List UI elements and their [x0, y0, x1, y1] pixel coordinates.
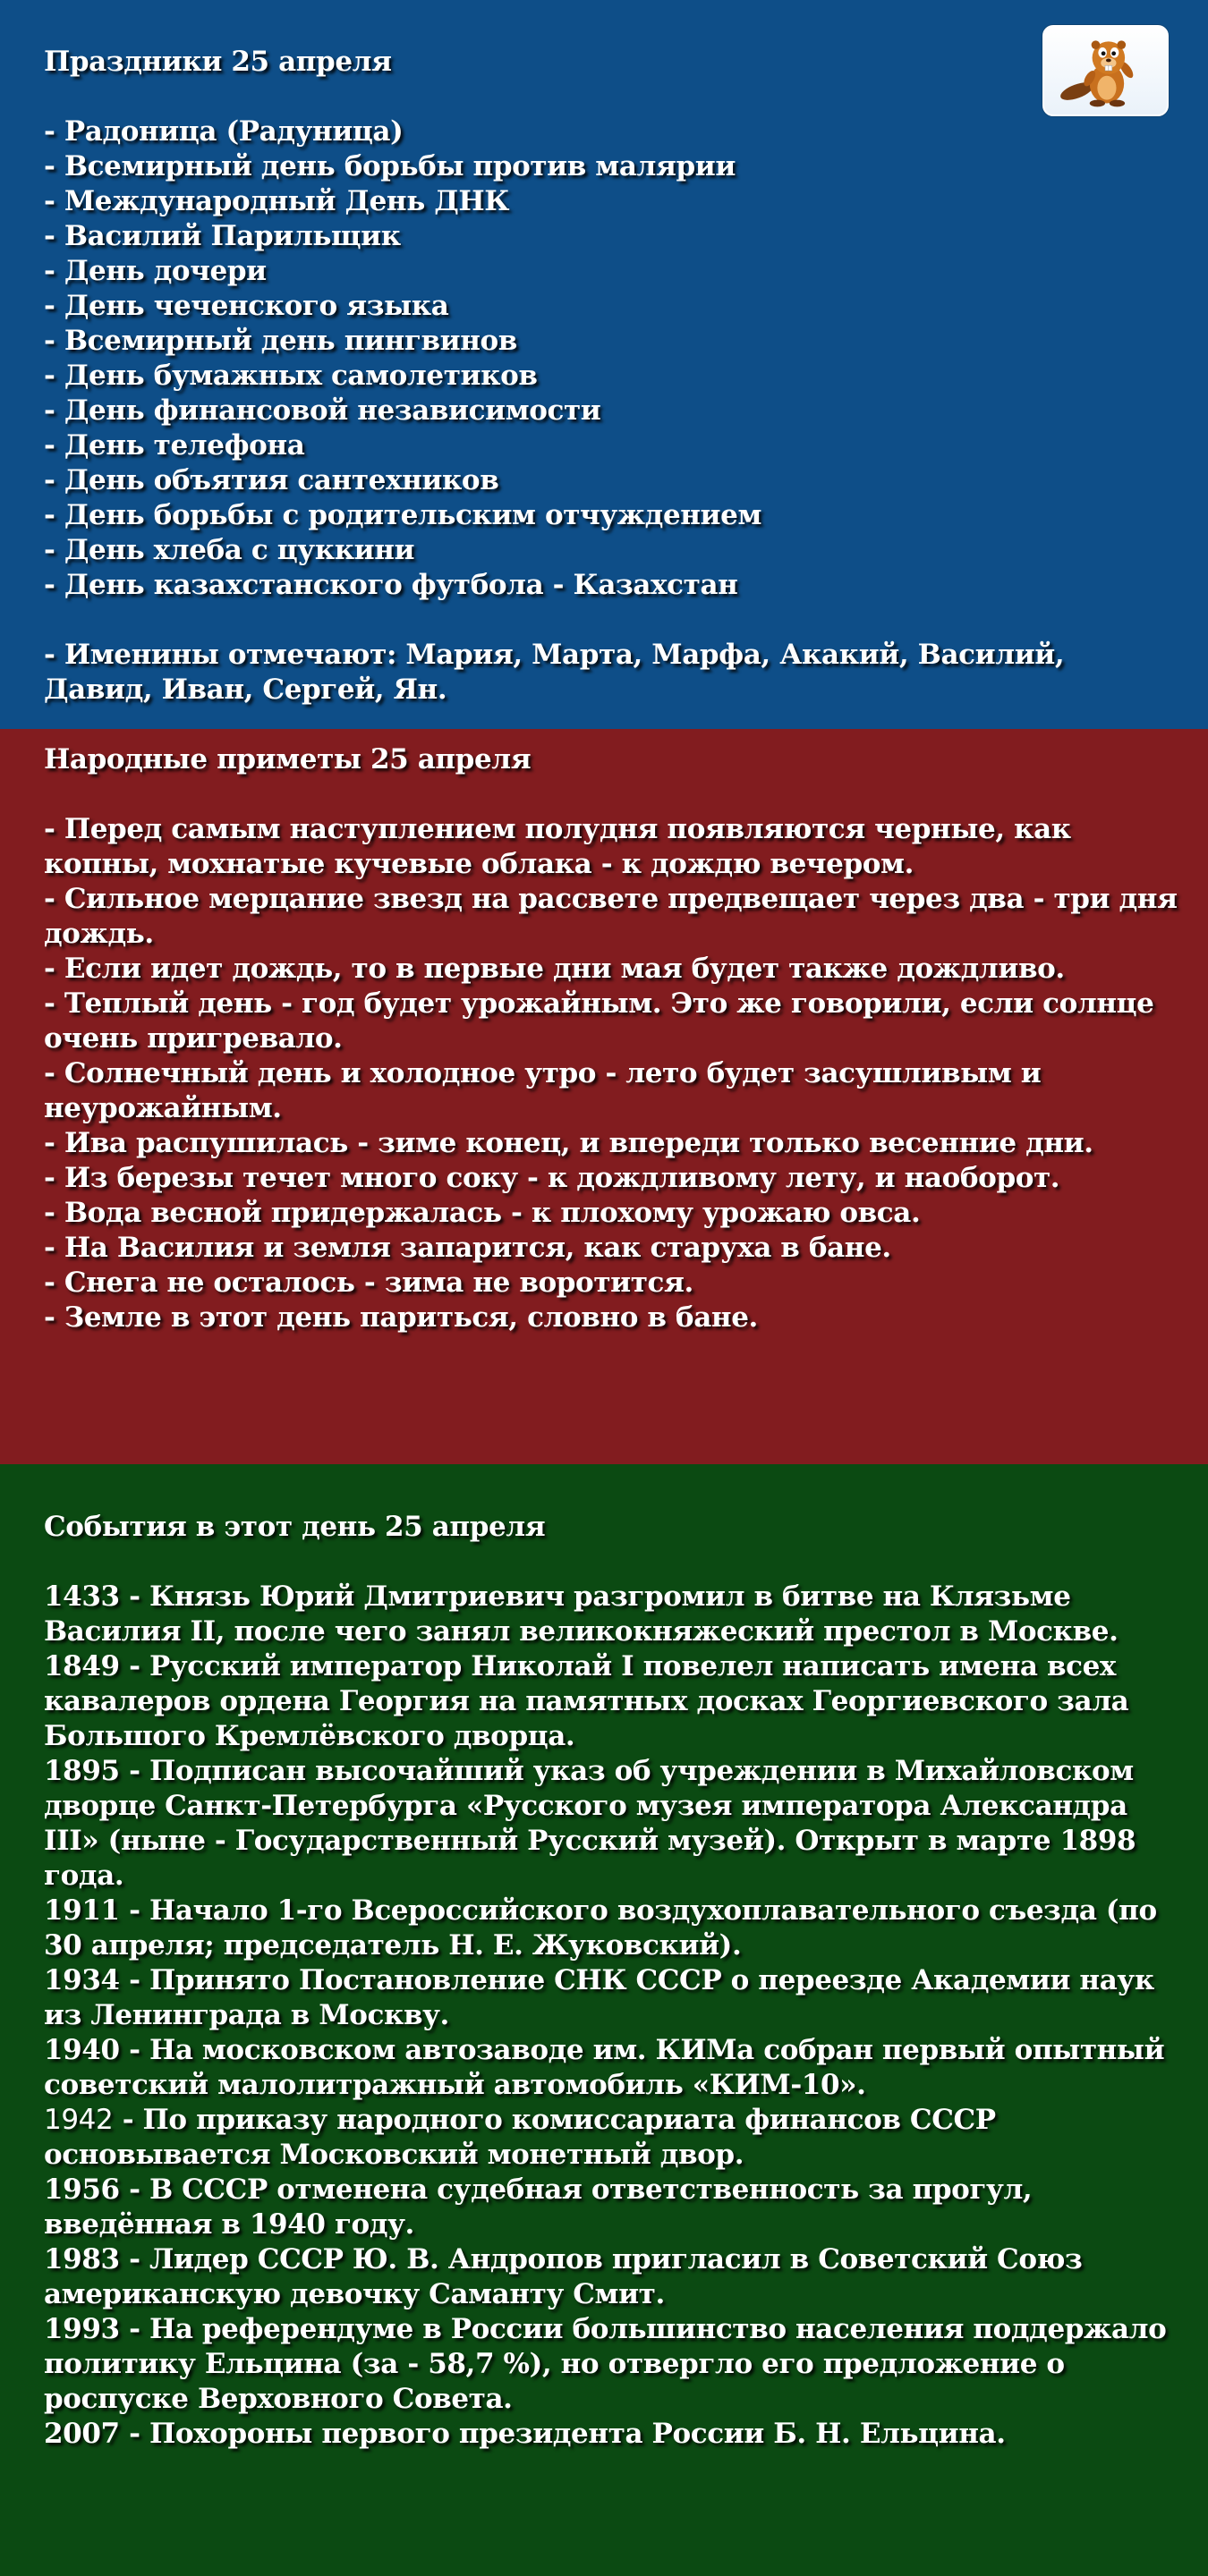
holiday-item: - День хлеба с цуккини [44, 534, 415, 566]
folk-sign-item: - На Василия и земля запарится, как старуха в бане. [44, 1232, 891, 1264]
event-text: - Начало 1-го Всероссийского воздухоплавательного съезда (по 30 апреля; председатель Н. Е. Жуковский). [44, 1894, 1157, 1962]
event-item [44, 1649, 1178, 1754]
events-section [0, 1464, 1208, 2576]
namedays-text: - Именины отмечают: Мария, Марта, Марфа, Акакий, Василий, Давид, Иван, Сергей, Ян. [44, 639, 1065, 706]
event-year: 1849 [44, 1650, 120, 1682]
event-year: 2007 [44, 2418, 120, 2450]
folk-sign-item: - Снега не осталось - зима не воротится. [44, 1267, 693, 1299]
holiday-item: - День борьбы с родительским отчуждением [44, 499, 762, 531]
event-item [44, 1580, 1178, 1649]
holidays-spacer [44, 603, 1073, 638]
folk-sign-item: - Солнечный день и холодное утро - лето будет засушливым и неурожайным. [44, 1057, 1042, 1124]
holiday-item: - Всемирный день борьбы против малярии [44, 150, 736, 182]
holiday-item: - День дочери [44, 255, 267, 287]
folk-signs-list [44, 812, 1180, 1335]
folk-sign-item: - Сильное мерцание звезд на рассвете предвещает через два - три дня дождь. [44, 883, 1178, 950]
folk-signs-title: Народные приметы 25 апреля [44, 743, 532, 775]
event-year: 1983 [44, 2243, 120, 2275]
event-item [44, 2173, 1178, 2242]
event-item [44, 1963, 1178, 2033]
holidays-list [44, 114, 1073, 603]
event-text: - По приказу народного комиссариата финансов СССР основывается Московский монетный двор. [44, 2104, 996, 2171]
holidays-spacer [44, 80, 1073, 114]
event-text: - Князь Юрий Дмитриевич разгромил в битве на Клязьме Василия II, после чего занял великокняжеский престол в Москве. [44, 1580, 1119, 1648]
folk-signs-section [0, 729, 1208, 1464]
folk-signs-spacer [44, 777, 1180, 812]
event-item [44, 2312, 1178, 2417]
folk-signs-text [44, 742, 1180, 1335]
event-text: - Русский император Николай I повелел написать имена всех кавалеров ордена Георгия на памятных досках Георгиевского зала Большого Кремлёвского дворца. [44, 1650, 1129, 1752]
holidays-title: Праздники 25 апреля [44, 46, 392, 78]
holiday-item: - День казахстанского футбола - Казахстан [44, 569, 738, 601]
events-list [44, 1580, 1178, 2452]
event-year: 1940 [44, 2034, 120, 2066]
logo-badge [1042, 25, 1169, 116]
event-year: 1942 [44, 2104, 114, 2136]
holiday-item: - Международный День ДНК [44, 185, 510, 217]
event-item [44, 1754, 1178, 1894]
event-item [44, 2242, 1178, 2312]
events-text [44, 1510, 1178, 2452]
holiday-item: - День объятия сантехников [44, 464, 499, 496]
holiday-item: - Василий Парильщик [44, 220, 401, 252]
folk-sign-item: - Из березы течет много соку - к дождливому лету, и наоборот. [44, 1162, 1060, 1194]
event-text: - Лидер СССР Ю. В. Андропов пригласил в Советский Союз американскую девочку Саманту Смит. [44, 2243, 1083, 2310]
folk-sign-item: - Вода весной придержалась - к плохому урожаю овса. [44, 1197, 921, 1229]
event-year: 1433 [44, 1580, 120, 1613]
holiday-item: - День телефона [44, 429, 305, 462]
holiday-item: - День бумажных самолетиков [44, 360, 538, 392]
event-text: - Похороны первого президента России Б. Н. Ельцина. [119, 2418, 1006, 2450]
events-spacer [44, 1545, 1178, 1580]
event-year: 1934 [44, 1964, 120, 1996]
event-text: - В СССР отменена судебная ответственность за прогул, введённая в 1940 году. [44, 2174, 1033, 2241]
holiday-item: - День чеченского языка [44, 290, 449, 322]
event-item [44, 2103, 1178, 2173]
event-item [44, 2417, 1178, 2452]
holiday-item: - День финансовой независимости [44, 394, 601, 427]
events-title: События в этот день 25 апреля [44, 1511, 546, 1543]
folk-sign-item: - Ива распушилась - зиме конец, и впереди только весенние дни. [44, 1127, 1093, 1159]
event-text: - На референдуме в России большинство населения поддержало политику Ельцина (за - 58,7 %), но отвергло его предложение о роспуске Верховного Совета. [44, 2313, 1167, 2415]
event-year: 1956 [44, 2174, 120, 2206]
holiday-item: - Радоница (Радуница) [44, 115, 404, 148]
folk-sign-item: - Если идет дождь, то в первые дни мая будет также дождливо. [44, 953, 1065, 985]
event-year: 1895 [44, 1755, 120, 1787]
holidays-text [44, 45, 1073, 708]
folk-sign-item: - Теплый день - год будет урожайным. Это же говорили, если солнце очень пригревало. [44, 987, 1154, 1055]
folk-sign-item: - Перед самым наступлением полудня появляются черные, как копны, мохнатые кучевые облака - к дождю вечером. [44, 813, 1071, 880]
folk-sign-item: - Земле в этот день париться, словно в бане. [44, 1301, 758, 1334]
event-year: 1993 [44, 2313, 120, 2345]
beaver-mascot-icon [1044, 27, 1167, 114]
event-item [44, 2033, 1178, 2103]
holiday-item: - Всемирный день пингвинов [44, 325, 517, 357]
event-text: - На московском автозаводе им. КИМа собран первый опытный советский малолитражный автомобиль «КИМ-10». [44, 2034, 1165, 2101]
event-text: - Принято Постановление СНК СССР о переезде Академии наук из Ленинграда в Москву. [44, 1964, 1154, 2031]
holidays-section [0, 0, 1208, 729]
event-year: 1911 [44, 1894, 120, 1927]
event-item [44, 1894, 1178, 1963]
event-text: - Подписан высочайший указ об учреждении в Михайловском дворце Санкт-Петербурга «Русского музея императора Александра III» (ныне - Государственный Русский музей). Открыт в марте 1898 года. [44, 1755, 1136, 1892]
